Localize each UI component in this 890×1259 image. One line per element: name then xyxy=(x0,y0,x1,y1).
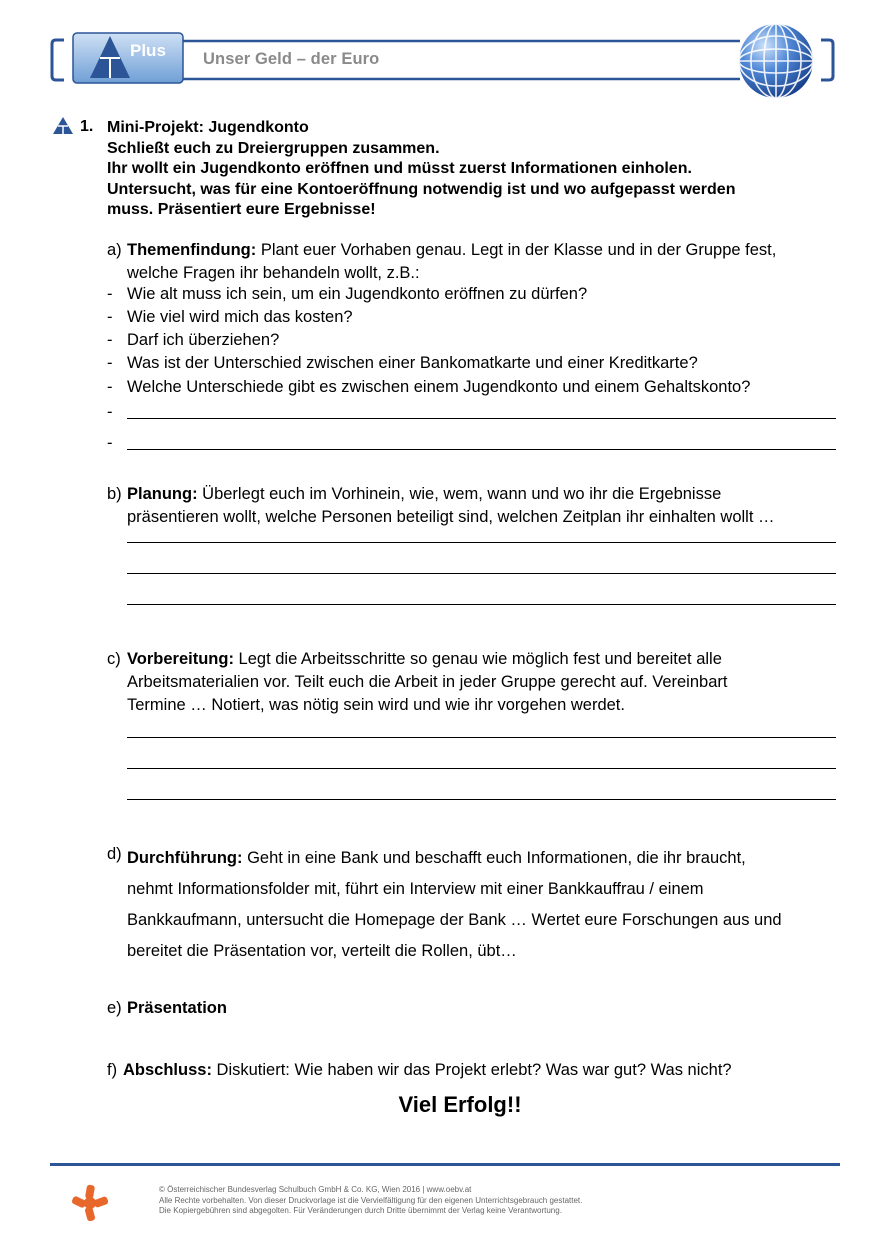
section-c-line1: Legt die Arbeitsschritte so genau wie möglich fest und bereitet alle xyxy=(233,650,722,668)
section-a-line1: Plant euer Vorhaben genau. Legt in der Klasse und in der Gruppe fest, xyxy=(256,241,777,259)
section-f-letter: f) xyxy=(107,1061,118,1079)
section-d-line4: bereitet die Präsentation vor, verteilt die Rollen, übt… xyxy=(127,942,517,960)
section-d-line1: Geht in eine Bank und beschafft euch Informationen, die ihr braucht, xyxy=(242,849,746,867)
page-title: Unser Geld – der Euro xyxy=(203,50,380,68)
bullet-dash: - xyxy=(107,354,113,372)
section-a-letter: a) xyxy=(107,241,122,259)
question-item: Wie viel wird mich das kosten? xyxy=(127,308,353,326)
writing-line[interactable] xyxy=(127,604,836,605)
writing-line[interactable] xyxy=(127,418,836,419)
task-heading-line: muss. Präsentiert eure Ergebnisse! xyxy=(107,201,376,218)
section-d-text xyxy=(127,843,842,967)
bullet-dash: - xyxy=(107,331,113,349)
section-c-letter: c) xyxy=(107,650,121,668)
writing-line[interactable] xyxy=(127,573,836,574)
question-item: Welche Unterschiede gibt es zwischen einem Jugendkonto und einem Gehaltskonto? xyxy=(127,378,751,396)
writing-line[interactable] xyxy=(127,542,836,543)
section-f-line1: Diskutiert: Wie haben wir das Projekt erlebt? Was war gut? Was nicht? xyxy=(211,1061,732,1079)
bullet-dash: - xyxy=(107,308,113,326)
section-f-text xyxy=(123,1059,838,1082)
footer-copyright xyxy=(159,1185,582,1217)
task-number: 1. xyxy=(80,118,94,135)
section-a-line2: welche Fragen ihr behandeln wollt, z.B.: xyxy=(127,264,420,282)
question-item: Wie alt muss ich sein, um ein Jugendkonto eröffnen zu dürfen? xyxy=(127,285,588,303)
section-a-text xyxy=(127,239,842,285)
bullet-dash: - xyxy=(107,378,113,396)
section-c-line2: Arbeitsmaterialien vor. Teilt euch die Arbeit in jeder Gruppe gerecht auf. Vereinbart xyxy=(127,673,728,691)
closing-text: Viel Erfolg!! xyxy=(398,1092,522,1117)
section-d-label: Durchführung: xyxy=(127,849,243,867)
task-heading-line: Mini-Projekt: Jugendkonto xyxy=(107,119,309,136)
task-heading-line: Schließt euch zu Dreiergruppen zusammen. xyxy=(107,139,440,157)
task-heading-line: Ihr wollt ein Jugendkonto eröffnen und müsst zuerst Informationen einholen. xyxy=(107,160,692,177)
section-c-label: Vorbereitung: xyxy=(127,650,234,668)
section-b-text xyxy=(127,483,842,529)
globe-icon xyxy=(737,22,815,100)
writing-line[interactable] xyxy=(127,799,836,800)
task-triangle-icon xyxy=(53,117,73,134)
question-item: Was ist der Unterschied zwischen einer Bankomatkarte und einer Kreditkarte? xyxy=(127,354,698,372)
section-a-label: Themenfindung: xyxy=(127,241,257,259)
question-item: Darf ich überziehen? xyxy=(127,331,280,349)
bullet-dash: - xyxy=(107,285,113,303)
footer-divider xyxy=(50,1163,840,1166)
task-heading xyxy=(107,118,847,221)
section-e-letter: e) xyxy=(107,999,122,1017)
plus-logo xyxy=(72,32,184,84)
section-e-text xyxy=(127,997,842,1020)
bullet-dash: - xyxy=(107,434,113,452)
section-c-line3: Termine … Notiert, was nötig sein wird und wie ihr vorgehen werdet. xyxy=(127,696,625,714)
footer-line: Alle Rechte vorbehalten. Von dieser Druckvorlage ist die Vervielfältigung für den eigenen Unterrichtsgebrauch gestattet. xyxy=(159,1195,583,1205)
section-e-label: Präsentation xyxy=(127,999,227,1017)
footer-line: © Österreichischer Bundesverlag Schulbuch GmbH & Co. KG, Wien 2016 | www.oebv.at xyxy=(159,1185,472,1194)
writing-line[interactable] xyxy=(127,768,836,769)
section-f-label: Abschluss: xyxy=(123,1061,212,1079)
writing-line[interactable] xyxy=(127,449,836,450)
task-heading-line: Untersucht, was für eine Kontoeröffnung notwendig ist und wo aufgepasst werden xyxy=(107,180,736,198)
section-b-line1: Überlegt euch im Vorhinein, wie, wem, wann und wo ihr die Ergebnisse xyxy=(197,485,722,503)
publisher-logo-icon xyxy=(70,1183,110,1223)
section-b-label: Planung: xyxy=(127,485,198,503)
section-d-line3: Bankkaufmann, untersucht die Homepage der Bank … Wertet eure Forschungen aus und xyxy=(127,911,782,929)
section-d-line2: nehmt Informationsfolder mit, führt ein Interview mit einer Bankkauffrau / einem xyxy=(127,880,704,898)
bullet-dash: - xyxy=(107,403,113,421)
section-d-letter: d) xyxy=(107,845,122,863)
writing-line[interactable] xyxy=(127,737,836,738)
section-b-letter: b) xyxy=(107,485,122,503)
section-c-text xyxy=(127,648,842,717)
section-b-line2: präsentieren wollt, welche Personen beteiligt sind, welchen Zeitplan ihr einhalten wollt … xyxy=(127,508,775,526)
logo-text: Plus xyxy=(130,41,166,60)
footer-line: Die Kopiergebühren sind abgegolten. Für Veränderungen durch Dritte übernimmt der Verlag keine Verantwortung. xyxy=(159,1206,562,1215)
